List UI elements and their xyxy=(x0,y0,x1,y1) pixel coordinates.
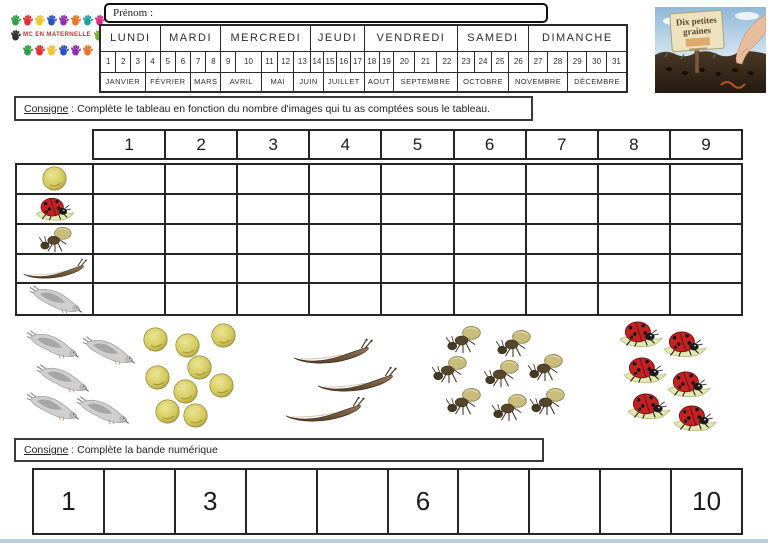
count-column-header: 7 xyxy=(525,131,597,158)
pigeon-icon xyxy=(25,391,79,421)
count-column-header: 5 xyxy=(380,131,452,158)
count-cell[interactable] xyxy=(670,164,742,194)
calendar-strip xyxy=(99,24,628,93)
count-cell[interactable] xyxy=(598,283,670,315)
seed-icon xyxy=(144,364,171,391)
handprint-icon xyxy=(46,14,57,26)
count-column-header: 9 xyxy=(669,131,741,158)
instruction-box-band xyxy=(14,438,544,462)
handprint-icon xyxy=(10,29,21,41)
count-cell[interactable] xyxy=(454,194,526,224)
book-title-line2: graines xyxy=(682,25,712,37)
calendar-month: AVRIL xyxy=(221,72,262,92)
band-cell-empty[interactable] xyxy=(245,470,316,533)
calendar-number: 25 xyxy=(491,51,508,72)
count-cell[interactable] xyxy=(381,254,453,284)
count-cell[interactable] xyxy=(165,283,237,315)
calendar-month: NOVEMBRE xyxy=(509,72,568,92)
school-logo xyxy=(6,12,108,62)
slug-icon xyxy=(284,396,366,422)
seed-icon xyxy=(208,372,235,399)
count-column-header: 2 xyxy=(164,131,236,158)
calendar-month: AOUT xyxy=(364,72,393,92)
group-seed xyxy=(122,320,240,432)
count-cell[interactable] xyxy=(598,164,670,194)
count-cell[interactable] xyxy=(93,164,165,194)
ladybug-icon xyxy=(626,390,672,422)
count-cell[interactable] xyxy=(309,283,381,315)
pigeon-icon xyxy=(28,284,82,314)
group-ant xyxy=(428,324,568,428)
ant-icon xyxy=(482,358,520,388)
handprint-icon xyxy=(82,44,93,56)
calendar-number: 5 xyxy=(160,51,175,72)
row-label-ladybug xyxy=(16,194,93,224)
calendar-number: 20 xyxy=(394,51,415,72)
calendar-number: 14 xyxy=(311,51,323,72)
logo-handprints-row xyxy=(6,42,108,57)
handprint-icon xyxy=(22,14,33,26)
calendar-day-jeudi: JEUDI xyxy=(311,25,365,51)
count-cell[interactable] xyxy=(381,164,453,194)
band-cell-empty[interactable] xyxy=(599,470,670,533)
calendar-month: FÉVRIER xyxy=(145,72,190,92)
count-cell[interactable] xyxy=(237,164,309,194)
band-cell-filled: 10 xyxy=(670,470,741,533)
calendar-number: 4 xyxy=(145,51,160,72)
ant-icon xyxy=(490,392,528,422)
calendar-number: 13 xyxy=(294,51,311,72)
pigeon-icon xyxy=(35,363,89,393)
slug-icon xyxy=(22,258,88,279)
count-cell[interactable] xyxy=(670,224,742,254)
calendar-month: JUIN xyxy=(294,72,323,92)
group-slug xyxy=(282,330,400,426)
ant-icon xyxy=(444,386,482,416)
row-label-seed xyxy=(16,164,93,194)
pigeon-icon xyxy=(75,395,129,425)
calendar-number: 8 xyxy=(206,51,221,72)
handprint-icon xyxy=(70,14,81,26)
logo-title-row xyxy=(6,27,108,42)
handprint-icon xyxy=(22,44,33,56)
count-cell[interactable] xyxy=(237,194,309,224)
count-cell[interactable] xyxy=(237,224,309,254)
book-title-line1: Dix petites xyxy=(675,14,717,28)
handprint-icon xyxy=(46,44,57,56)
calendar-number: 22 xyxy=(436,51,457,72)
count-cell[interactable] xyxy=(526,164,598,194)
ant-icon xyxy=(37,225,73,253)
calendar-month: OCTOBRE xyxy=(457,72,508,92)
instruction-label: Consigne xyxy=(24,444,69,456)
counting-table xyxy=(15,163,743,316)
count-cell[interactable] xyxy=(309,164,381,194)
count-cell[interactable] xyxy=(309,224,381,254)
count-cell[interactable] xyxy=(381,194,453,224)
count-cell[interactable] xyxy=(93,194,165,224)
calendar-number: 29 xyxy=(568,51,587,72)
count-cell[interactable] xyxy=(598,224,670,254)
calendar-number: 24 xyxy=(474,51,491,72)
count-cell[interactable] xyxy=(381,224,453,254)
instruction-text: : Complète la bande numérique xyxy=(68,444,218,456)
ladybug-icon xyxy=(618,318,664,350)
row-label-slug xyxy=(16,254,93,284)
counting-table-header xyxy=(92,129,743,160)
count-cell[interactable] xyxy=(93,283,165,315)
band-cell-filled: 3 xyxy=(174,470,245,533)
group-pigeon xyxy=(25,325,137,429)
band-cell-empty[interactable] xyxy=(103,470,174,533)
calendar-number: 21 xyxy=(415,51,436,72)
count-cell[interactable] xyxy=(670,254,742,284)
count-cell[interactable] xyxy=(526,224,598,254)
bottom-blue-strip xyxy=(0,539,768,543)
calendar-number: 26 xyxy=(509,51,529,72)
calendar-number: 2 xyxy=(116,51,131,72)
slug-icon xyxy=(292,338,374,364)
count-column-header: 4 xyxy=(308,131,380,158)
calendar-day-mercredi: MERCREDI xyxy=(221,25,311,51)
book-cover-illustration xyxy=(655,7,766,93)
count-cell[interactable] xyxy=(165,164,237,194)
seed-icon xyxy=(154,398,181,425)
calendar-month: JANVIER xyxy=(100,72,145,92)
calendar-number: 19 xyxy=(379,51,394,72)
calendar-number: 16 xyxy=(337,51,351,72)
calendar-number: 11 xyxy=(262,51,278,72)
handprint-icon xyxy=(58,44,69,56)
calendar-day-samedi: SAMEDI xyxy=(457,25,528,51)
instruction-box-table xyxy=(14,96,533,121)
seed-icon xyxy=(182,402,209,429)
calendar-number: 12 xyxy=(277,51,294,72)
count-cell[interactable] xyxy=(237,254,309,284)
calendar-day-vendredi: VENDREDI xyxy=(364,25,457,51)
calendar-number: 6 xyxy=(175,51,190,72)
count-cell[interactable] xyxy=(93,224,165,254)
seed-icon xyxy=(210,322,237,349)
ladybug-icon xyxy=(666,368,712,400)
handprint-icon xyxy=(58,14,69,26)
count-cell[interactable] xyxy=(237,283,309,315)
ladybug-icon xyxy=(34,195,76,223)
calendar-month: MAI xyxy=(262,72,294,92)
slug-icon xyxy=(316,366,398,392)
count-cell[interactable] xyxy=(309,254,381,284)
ladybug-icon xyxy=(672,402,718,434)
band-cell-filled: 1 xyxy=(61,486,76,516)
count-column-header: 8 xyxy=(597,131,669,158)
calendar-number: 17 xyxy=(351,51,365,72)
calendar-month: SEPTEMBRE xyxy=(394,72,458,92)
seed-icon xyxy=(142,326,169,353)
count-column-header: 6 xyxy=(453,131,525,158)
count-column-header: 3 xyxy=(236,131,308,158)
calendar-number: 23 xyxy=(457,51,474,72)
count-cell[interactable] xyxy=(670,283,742,315)
calendar-number: 9 xyxy=(221,51,235,72)
first-name-label: Prénom : xyxy=(113,7,154,19)
logo-text: MC EN MATERNELLE xyxy=(23,31,91,38)
calendar-month: MARS xyxy=(191,72,221,92)
calendar-number: 7 xyxy=(191,51,206,72)
calendar-number: 31 xyxy=(606,51,627,72)
calendar-number: 15 xyxy=(323,51,337,72)
calendar-number: 27 xyxy=(528,51,548,72)
count-cell[interactable] xyxy=(454,254,526,284)
calendar-number: 3 xyxy=(130,51,145,72)
group-ladybug xyxy=(612,318,734,436)
band-cell-empty[interactable] xyxy=(316,470,387,533)
ant-icon xyxy=(526,352,564,382)
row-label-ant xyxy=(16,224,93,254)
pigeon-icon xyxy=(25,329,79,359)
ant-icon xyxy=(528,386,566,416)
ant-icon xyxy=(444,324,482,354)
band-cell-empty[interactable] xyxy=(528,470,599,533)
calendar-number: 10 xyxy=(235,51,261,72)
handprint-icon xyxy=(70,44,81,56)
calendar-number: 18 xyxy=(364,51,379,72)
count-cell[interactable] xyxy=(165,194,237,224)
band-cell-filled: 6 xyxy=(387,470,458,533)
handprint-icon xyxy=(82,14,93,26)
count-cell[interactable] xyxy=(526,283,598,315)
count-cell[interactable] xyxy=(309,194,381,224)
count-cell[interactable] xyxy=(454,164,526,194)
handprint-icon xyxy=(34,44,45,56)
instruction-text: : Complète le tableau en fonction du nombre d'images qui tu as comptées sous le tableau. xyxy=(68,102,491,115)
ant-icon xyxy=(430,354,468,384)
handprint-icon xyxy=(34,14,45,26)
count-cell[interactable] xyxy=(670,194,742,224)
count-cell[interactable] xyxy=(598,254,670,284)
first-name-field[interactable] xyxy=(104,3,548,23)
count-cell[interactable] xyxy=(598,194,670,224)
calendar-day-mardi: MARDI xyxy=(160,25,221,51)
handprint-icon xyxy=(10,14,21,26)
number-band xyxy=(32,468,743,535)
band-cell-empty[interactable] xyxy=(457,470,528,533)
calendar-number: 28 xyxy=(548,51,568,72)
instruction-label: Consigne xyxy=(24,102,69,115)
calendar-number: 1 xyxy=(100,51,116,72)
count-cell[interactable] xyxy=(526,194,598,224)
count-cell[interactable] xyxy=(454,224,526,254)
count-cell[interactable] xyxy=(526,254,598,284)
count-cell[interactable] xyxy=(165,224,237,254)
row-label-pigeon xyxy=(16,283,93,315)
calendar-day-dimanche: DIMANCHE xyxy=(528,25,627,51)
count-cell[interactable] xyxy=(454,283,526,315)
images-to-count-area xyxy=(0,318,768,436)
calendar-day-lundi: LUNDI xyxy=(100,25,160,51)
calendar-month: DÉCEMBRE xyxy=(568,72,627,92)
ladybug-icon xyxy=(662,328,708,360)
count-cell[interactable] xyxy=(93,254,165,284)
calendar-number: 30 xyxy=(587,51,606,72)
book-cover xyxy=(655,7,766,93)
calendar-month: JUILLET xyxy=(323,72,364,92)
ladybug-icon xyxy=(622,354,668,386)
seed-icon xyxy=(41,165,68,192)
logo-handprints-row xyxy=(6,12,108,27)
count-column-header: 1 xyxy=(124,134,134,154)
count-cell[interactable] xyxy=(165,254,237,284)
count-cell[interactable] xyxy=(381,283,453,315)
